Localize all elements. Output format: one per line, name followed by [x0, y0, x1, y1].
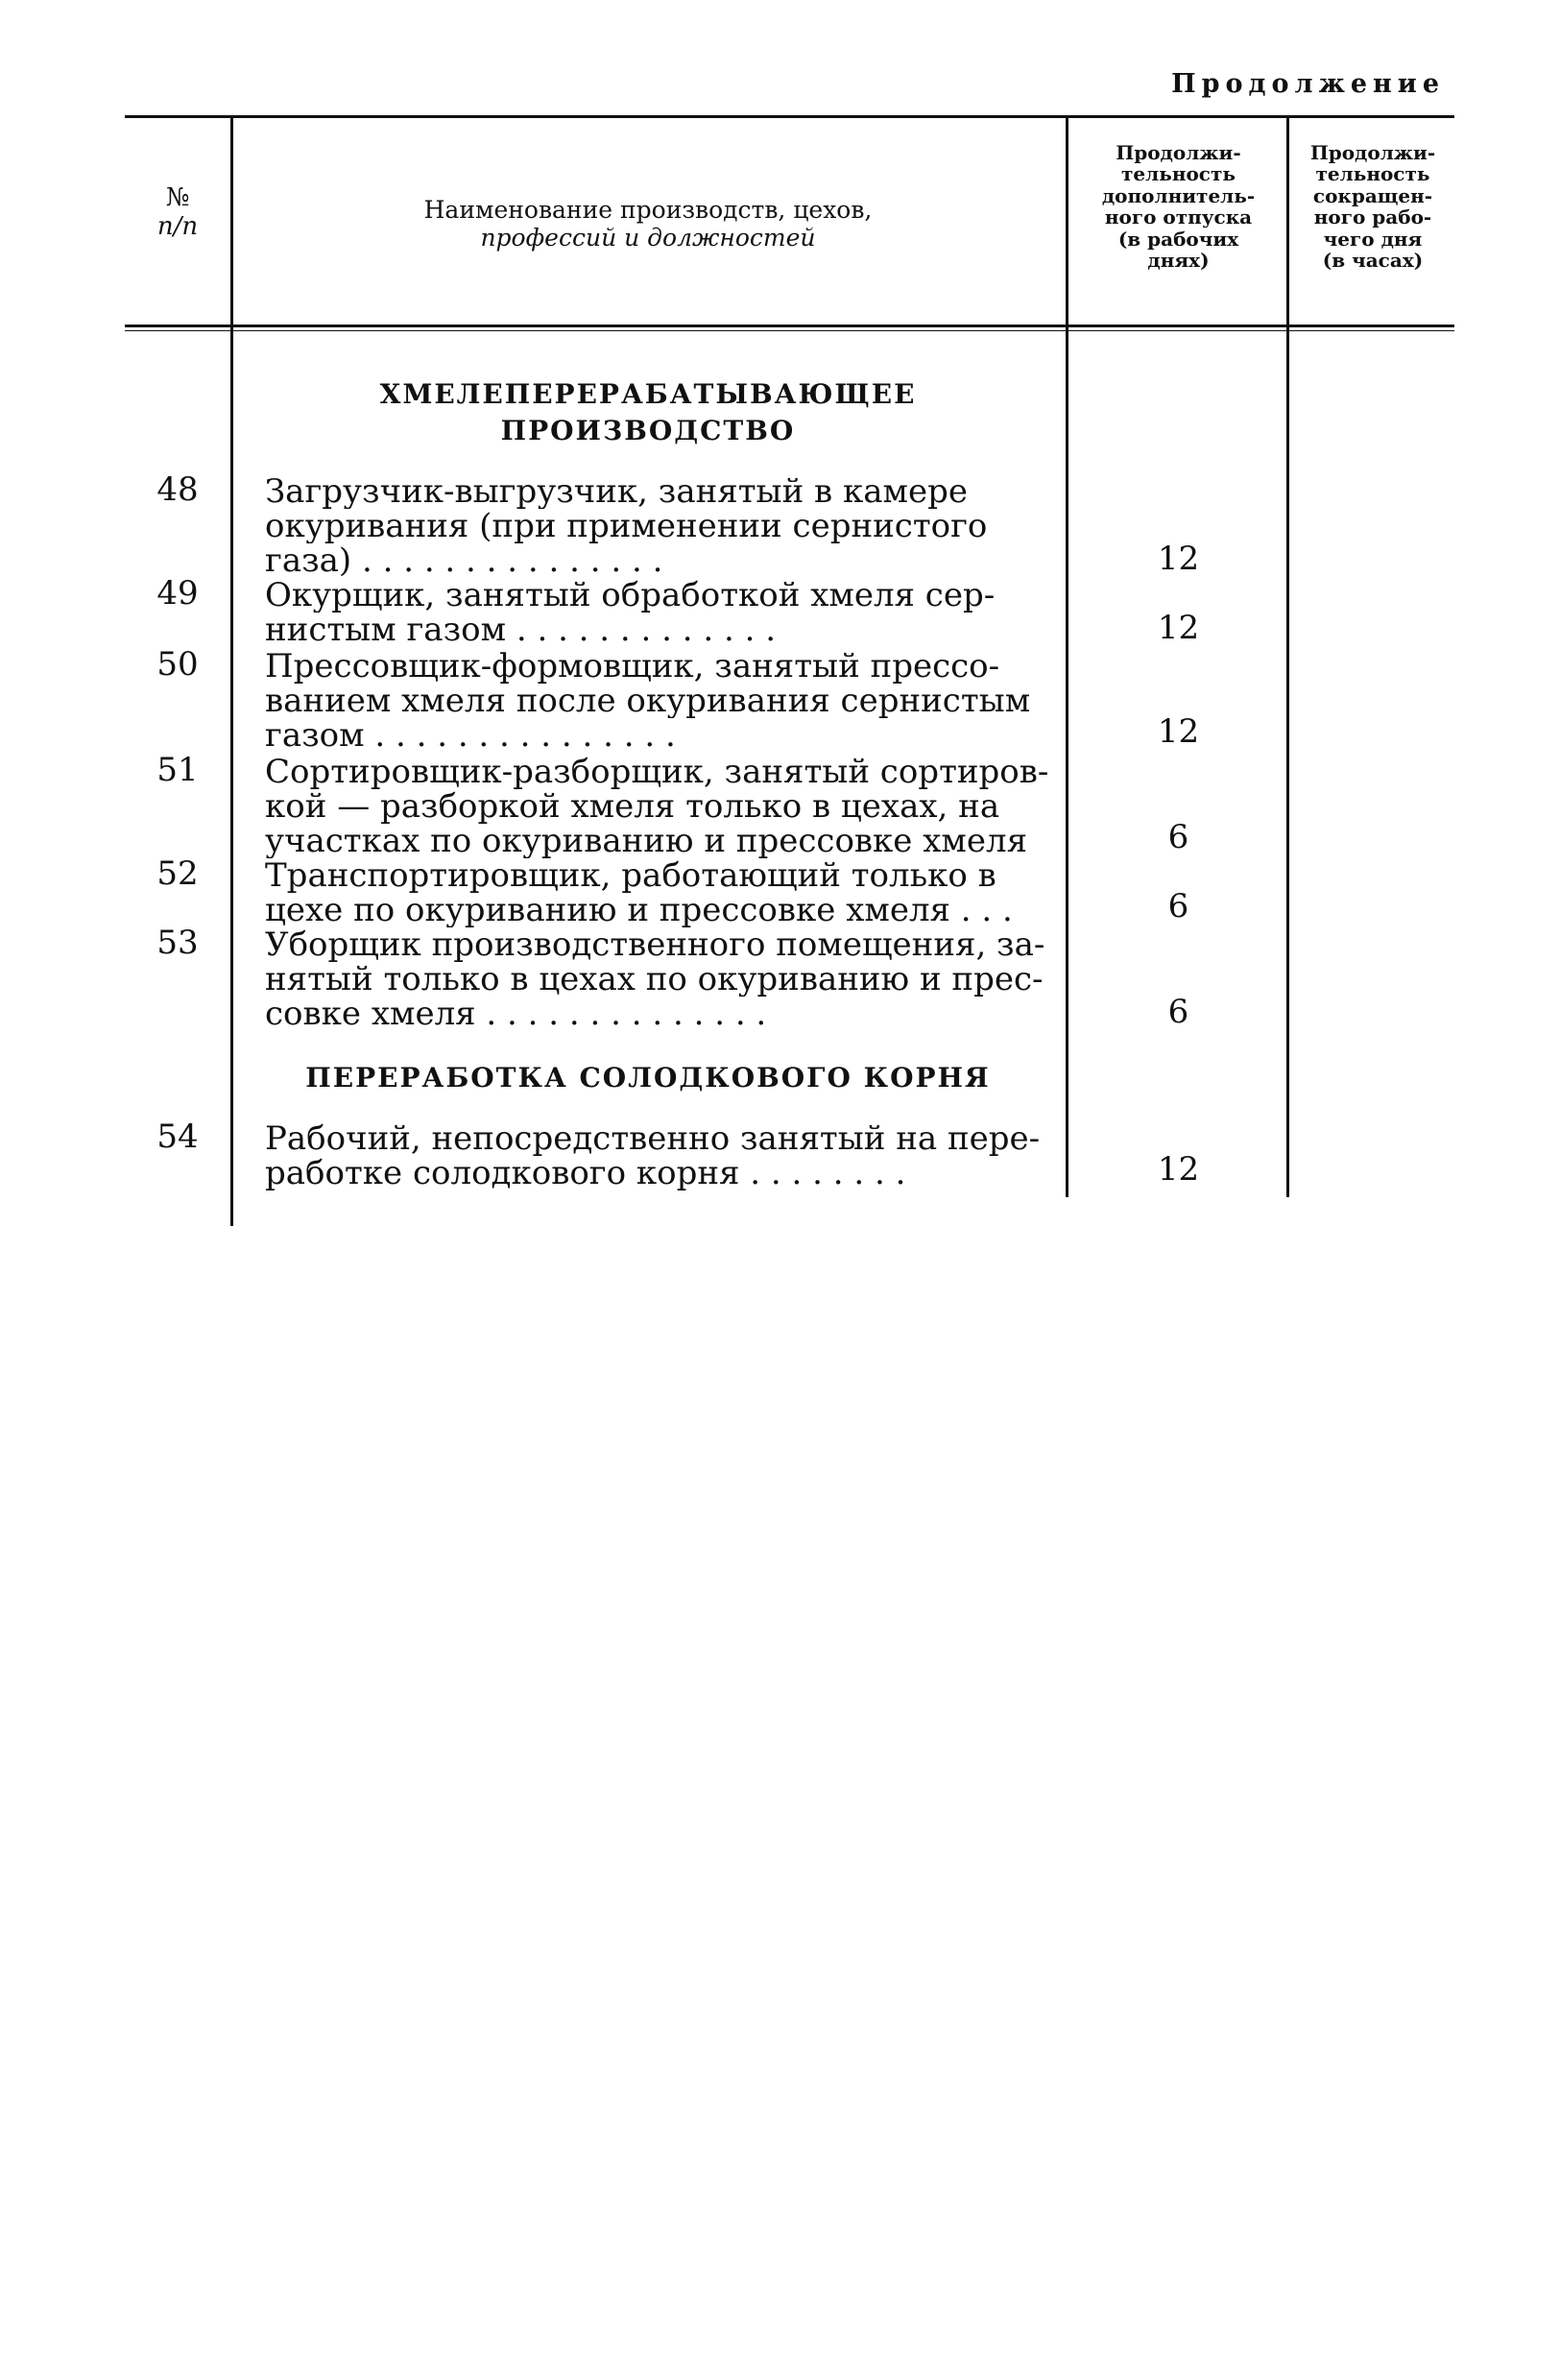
row-text-line: окуривания (при применении сернистого — [265, 509, 988, 543]
header-leave-line: ного отпуска — [1104, 205, 1253, 229]
row-description — [265, 858, 1052, 927]
header-bottom-rule-thin — [125, 330, 1454, 331]
header-number-sign: № — [165, 183, 190, 212]
section-title-line: ПЕРЕРАБОТКА СОЛОДКОВОГО КОРНЯ — [305, 1062, 991, 1094]
header-day-line: Продолжи- — [1309, 141, 1436, 164]
row-text-line: работке солодкового корня . . . . . . . . — [265, 1156, 906, 1190]
row-text-line: кой — разборкой хмеля только в цехах, на — [265, 789, 1000, 824]
row-text-line: Рабочий, непосредственно занятый на пере- — [265, 1121, 1041, 1156]
section-title-line: ПРОИЗВОДСТВО — [500, 414, 796, 446]
header-name-line-2: профессий и должностей — [480, 223, 816, 252]
row-text-line: Окурщик, занятый обработкой хмеля сер- — [265, 578, 996, 613]
row-number: 51 — [156, 751, 199, 789]
row-text-line: совке хмеля . . . . . . . . . . . . . . — [265, 997, 767, 1031]
header-number — [125, 184, 230, 242]
continuation-label: Продолжение — [1171, 69, 1445, 99]
header-day-line: ного рабо- — [1313, 205, 1432, 229]
section-title-licorice-root — [235, 1060, 1061, 1096]
row-number: 50 — [156, 645, 199, 684]
header-day-line: (в часах) — [1322, 248, 1424, 272]
row-text-line: Загрузчик-выгрузчик, занятый в камере — [265, 474, 968, 509]
row-text-line: Прессовщик-формовщик, занятый прессо- — [265, 649, 1000, 684]
header-bottom-rule — [125, 325, 1454, 327]
row-text-line: нятый только в цехах по окуриванию и прес- — [265, 962, 1044, 997]
row-number: 49 — [156, 574, 199, 613]
column-divider-2 — [1066, 117, 1068, 1197]
row-text-line: газа) . . . . . . . . . . . . . . . — [265, 543, 663, 578]
row-description — [265, 649, 1052, 753]
row-text-line: Уборщик производственного помещения, за- — [265, 927, 1045, 962]
row-text-line: Сортировщик-разборщик, занятый сортиров- — [265, 755, 1049, 789]
row-number: 53 — [156, 924, 199, 962]
row-number: 54 — [156, 1118, 199, 1156]
row-leave-days: 6 — [1167, 887, 1189, 926]
header-day-line: чего дня — [1323, 227, 1423, 251]
row-text-line: Транспортировщик, работающий только в — [265, 858, 996, 893]
header-name-line-1: Наименование производств, цехов, — [423, 196, 873, 224]
row-description — [265, 755, 1052, 858]
row-leave-days: 12 — [1157, 609, 1200, 647]
header-leave-line: тельность — [1121, 162, 1236, 186]
row-description — [265, 578, 1052, 647]
header-name — [235, 197, 1061, 252]
header-shortened-day — [1291, 142, 1454, 271]
table-top-rule — [125, 115, 1454, 118]
header-leave-line: днях) — [1147, 248, 1210, 272]
row-text-line: газом . . . . . . . . . . . . . . . — [265, 718, 676, 753]
row-leave-days: 6 — [1167, 818, 1189, 856]
row-text-line: цехе по окуриванию и прессовке хмеля . . . — [265, 893, 1013, 927]
row-description — [265, 927, 1052, 1031]
header-leave-line: (в рабочих — [1117, 227, 1239, 251]
row-text-line: нистым газом . . . . . . . . . . . . . — [265, 613, 777, 647]
column-divider-3 — [1286, 117, 1289, 1197]
column-divider-1 — [230, 117, 233, 1226]
header-additional-leave — [1070, 142, 1286, 271]
row-leave-days: 12 — [1157, 540, 1200, 578]
row-description — [265, 1121, 1052, 1190]
section-title-hop-processing — [235, 376, 1061, 449]
row-text-line: ванием хмеля после окуривания сернистым — [265, 684, 1031, 718]
header-leave-line: Продолжи- — [1116, 141, 1241, 164]
row-number: 52 — [156, 854, 199, 893]
row-number: 48 — [156, 470, 199, 509]
row-leave-days: 12 — [1157, 1150, 1200, 1189]
header-leave-line: дополнитель- — [1101, 183, 1256, 207]
row-description — [265, 474, 1052, 578]
row-text-line: участках по окуриванию и прессовке хмеля — [265, 824, 1028, 858]
section-title-line: ХМЕЛЕПЕРЕРАБАТЫВАЮЩЕЕ — [379, 378, 917, 410]
header-day-line: сокращен- — [1312, 183, 1433, 207]
header-number-sub: п/п — [156, 211, 199, 241]
row-leave-days: 12 — [1157, 712, 1200, 751]
row-leave-days: 6 — [1167, 993, 1189, 1031]
header-day-line: тельность — [1315, 162, 1430, 186]
